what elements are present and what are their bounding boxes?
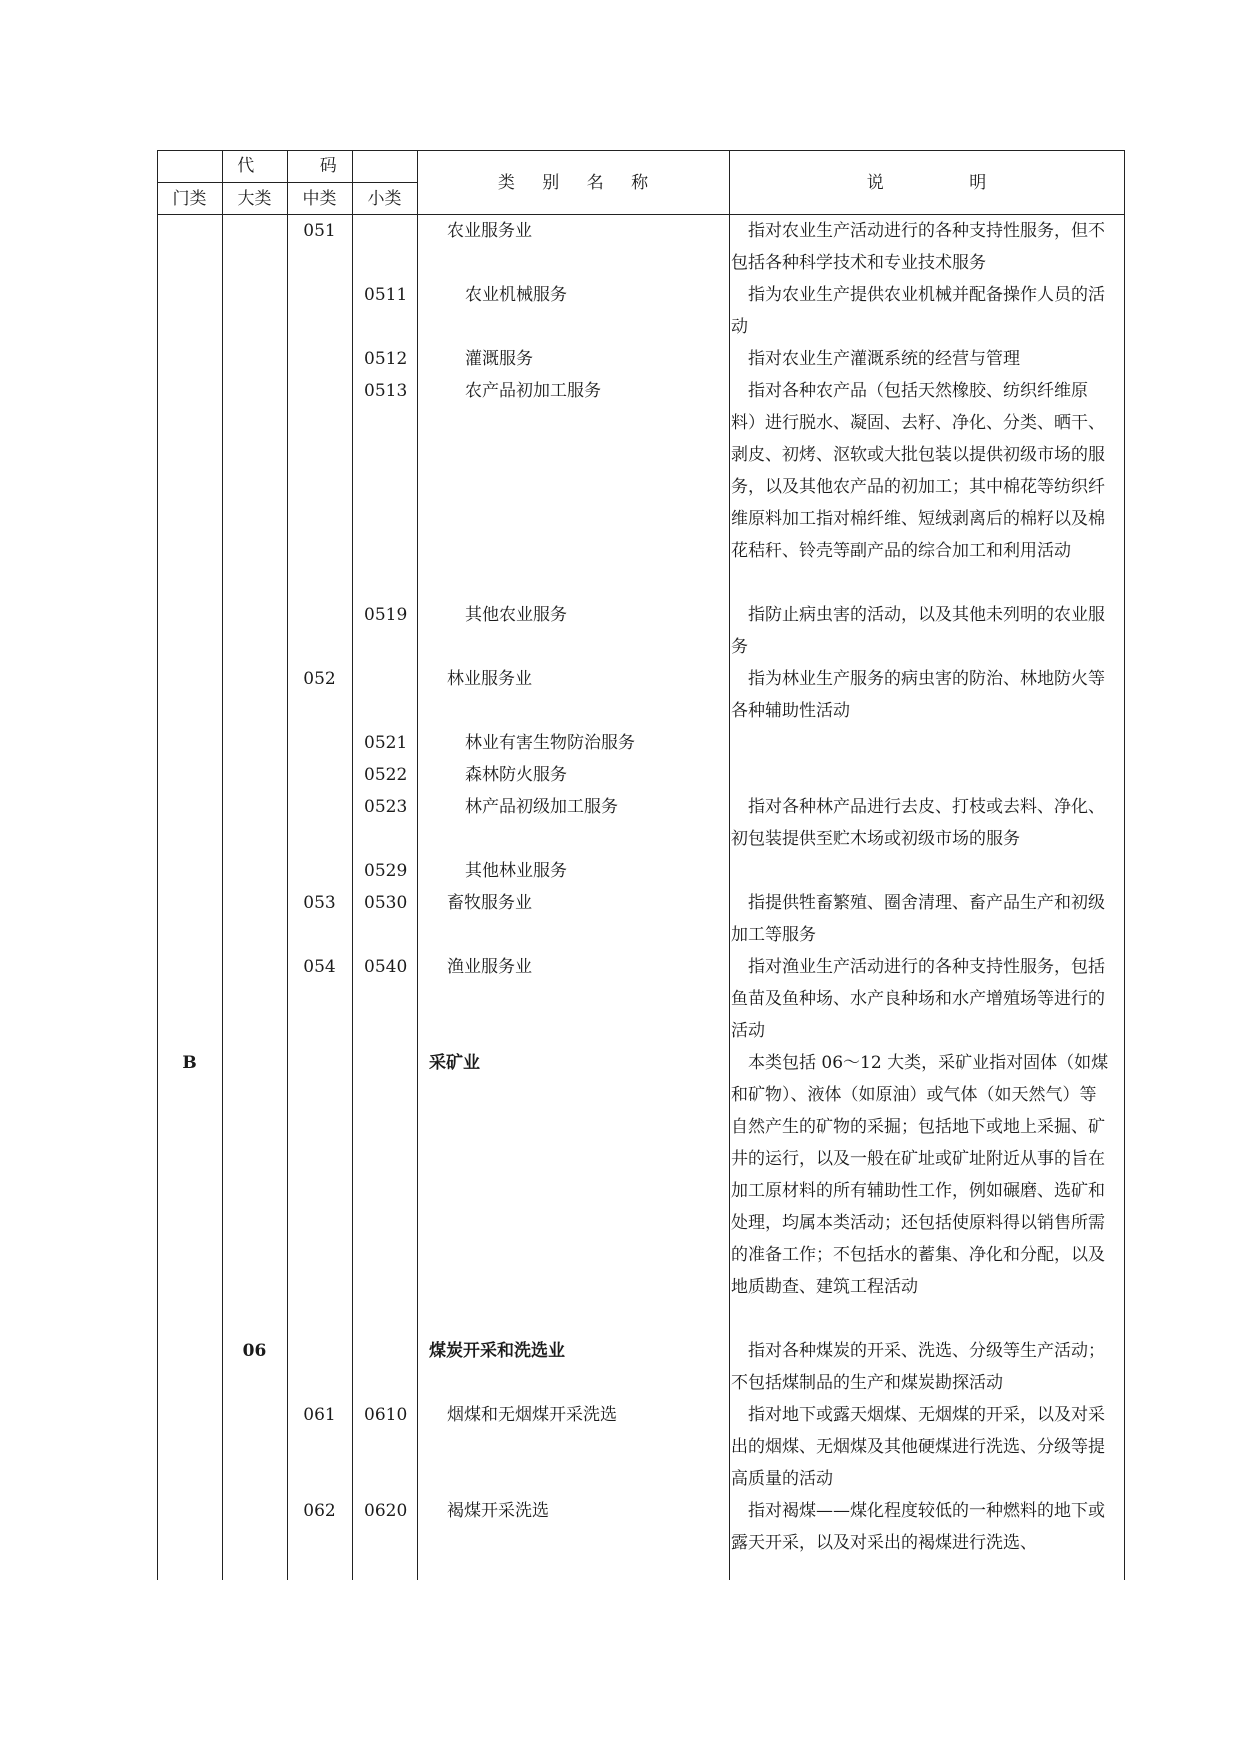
category-name: 渔业服务业 — [447, 957, 532, 977]
header-desc: 说 明 — [866, 173, 987, 193]
category-name: 林业有害生物防治服务 — [465, 733, 635, 753]
code-xiaolei: 0513 — [364, 381, 408, 401]
category-name: 农产品初加工服务 — [465, 381, 601, 401]
category-name: 林业服务业 — [447, 669, 532, 689]
category-description: 本类包括 06～12 大类，采矿业指对固体（如煤和矿物）、液体（如原油）或气体（如天然气）等自然产生的矿物的采掘；包括地下或地上采掘、矿井的运行，以及一般在矿址或矿址附近从事的旨在加工原材料的所有辅助性工作，例如碾磨、选矿和处理，均属本类活动；还包括使原料得以销售所需的准备工作；不包括水的蓄集、净化和分配，以及地质勘查、建筑工程活动 — [731, 1053, 1109, 1297]
category-name: 林产品初级加工服务 — [465, 797, 618, 817]
code-xiaolei: 0523 — [364, 797, 408, 817]
grid-line — [157, 150, 1125, 151]
category-name: 煤炭开采和洗选业 — [429, 1341, 565, 1361]
header-name: 类 别 名 称 — [497, 173, 649, 193]
category-name: 农业机械服务 — [465, 285, 567, 305]
code-zhonglei: 051 — [303, 221, 336, 241]
code-xiaolei: 0620 — [364, 1501, 408, 1521]
category-name: 采矿业 — [429, 1053, 480, 1073]
code-xiaolei: 0610 — [364, 1405, 408, 1425]
header-code-group: 代 码 — [237, 156, 337, 176]
category-description: 指对各种煤炭的开采、洗选、分级等生产活动；不包括煤制品的生产和煤炭勘探活动 — [731, 1341, 1105, 1393]
category-name: 其他农业服务 — [465, 605, 567, 625]
code-menlei: B — [182, 1053, 197, 1073]
code-zhonglei: 052 — [303, 669, 336, 689]
header-menlei: 门类 — [172, 189, 207, 209]
category-name: 农业服务业 — [447, 221, 532, 241]
header-dalei: 大类 — [237, 189, 272, 209]
category-description: 指对各种农产品（包括天然橡胶、纺织纤维原料）进行脱水、凝固、去籽、净化、分类、晒干、剥皮、初烤、沤软或大批包装以提供初级市场的服务，以及其他农产品的初加工；其中棉花等纺织纤维原料加工指对棉纤维、短绒剥离后的棉籽以及棉花秸秆、铃壳等副产品的综合加工和利用活动 — [731, 381, 1105, 561]
category-name: 褐煤开采洗选 — [447, 1501, 549, 1521]
grid-line — [157, 150, 158, 1580]
grid-line — [729, 150, 730, 1580]
code-xiaolei: 0530 — [364, 893, 408, 913]
category-description: 指对农业生产灌溉系统的经营与管理 — [748, 349, 1020, 369]
code-zhonglei: 053 — [303, 893, 336, 913]
code-zhonglei: 054 — [303, 957, 336, 977]
category-description: 指防止病虫害的活动，以及其他未列明的农业服务 — [731, 605, 1105, 657]
category-description: 指对各种林产品进行去皮、打枝或去料、净化、初包装提供至贮木场或初级市场的服务 — [731, 797, 1105, 849]
grid-line — [1124, 150, 1125, 1580]
category-name: 灌溉服务 — [465, 349, 533, 369]
code-xiaolei: 0540 — [364, 957, 408, 977]
category-description: 指对渔业生产活动进行的各种支持性服务，包括鱼苗及鱼种场、水产良种场和水产增殖场等进行的活动 — [731, 957, 1105, 1041]
code-dalei: 06 — [242, 1341, 267, 1361]
code-xiaolei: 0519 — [364, 605, 408, 625]
category-description: 指对农业生产活动进行的各种支持性服务，但不包括各种科学技术和专业技术服务 — [731, 221, 1105, 273]
grid-line — [157, 182, 418, 183]
code-zhonglei: 062 — [303, 1501, 336, 1521]
code-xiaolei: 0521 — [364, 733, 408, 753]
grid-line — [287, 150, 288, 1580]
code-xiaolei: 0512 — [364, 349, 408, 369]
category-name: 森林防火服务 — [465, 765, 567, 785]
category-name: 烟煤和无烟煤开采洗选 — [447, 1405, 617, 1425]
classification-table — [157, 150, 1125, 1580]
code-xiaolei: 0529 — [364, 861, 408, 881]
code-zhonglei: 061 — [303, 1405, 336, 1425]
category-name: 畜牧服务业 — [447, 893, 532, 913]
code-xiaolei: 0522 — [364, 765, 408, 785]
category-name: 其他林业服务 — [465, 861, 567, 881]
category-description: 指为农业生产提供农业机械并配备操作人员的活动 — [731, 285, 1105, 337]
category-description: 指为林业生产服务的病虫害的防治、林地防火等各种辅助性活动 — [731, 669, 1105, 721]
category-description: 指对褐煤——煤化程度较低的一种燃料的地下或露天开采，以及对采出的褐煤进行洗选、 — [731, 1501, 1105, 1553]
category-description: 指对地下或露天烟煤、无烟煤的开采，以及对采出的烟煤、无烟煤及其他硬煤进行洗选、分级等提高质量的活动 — [731, 1405, 1105, 1489]
category-description: 指提供牲畜繁殖、圈舍清理、畜产品生产和初级加工等服务 — [731, 893, 1105, 945]
header-zhonglei: 中类 — [302, 189, 337, 209]
header-xiaolei: 小类 — [367, 189, 402, 209]
code-xiaolei: 0511 — [364, 285, 408, 305]
